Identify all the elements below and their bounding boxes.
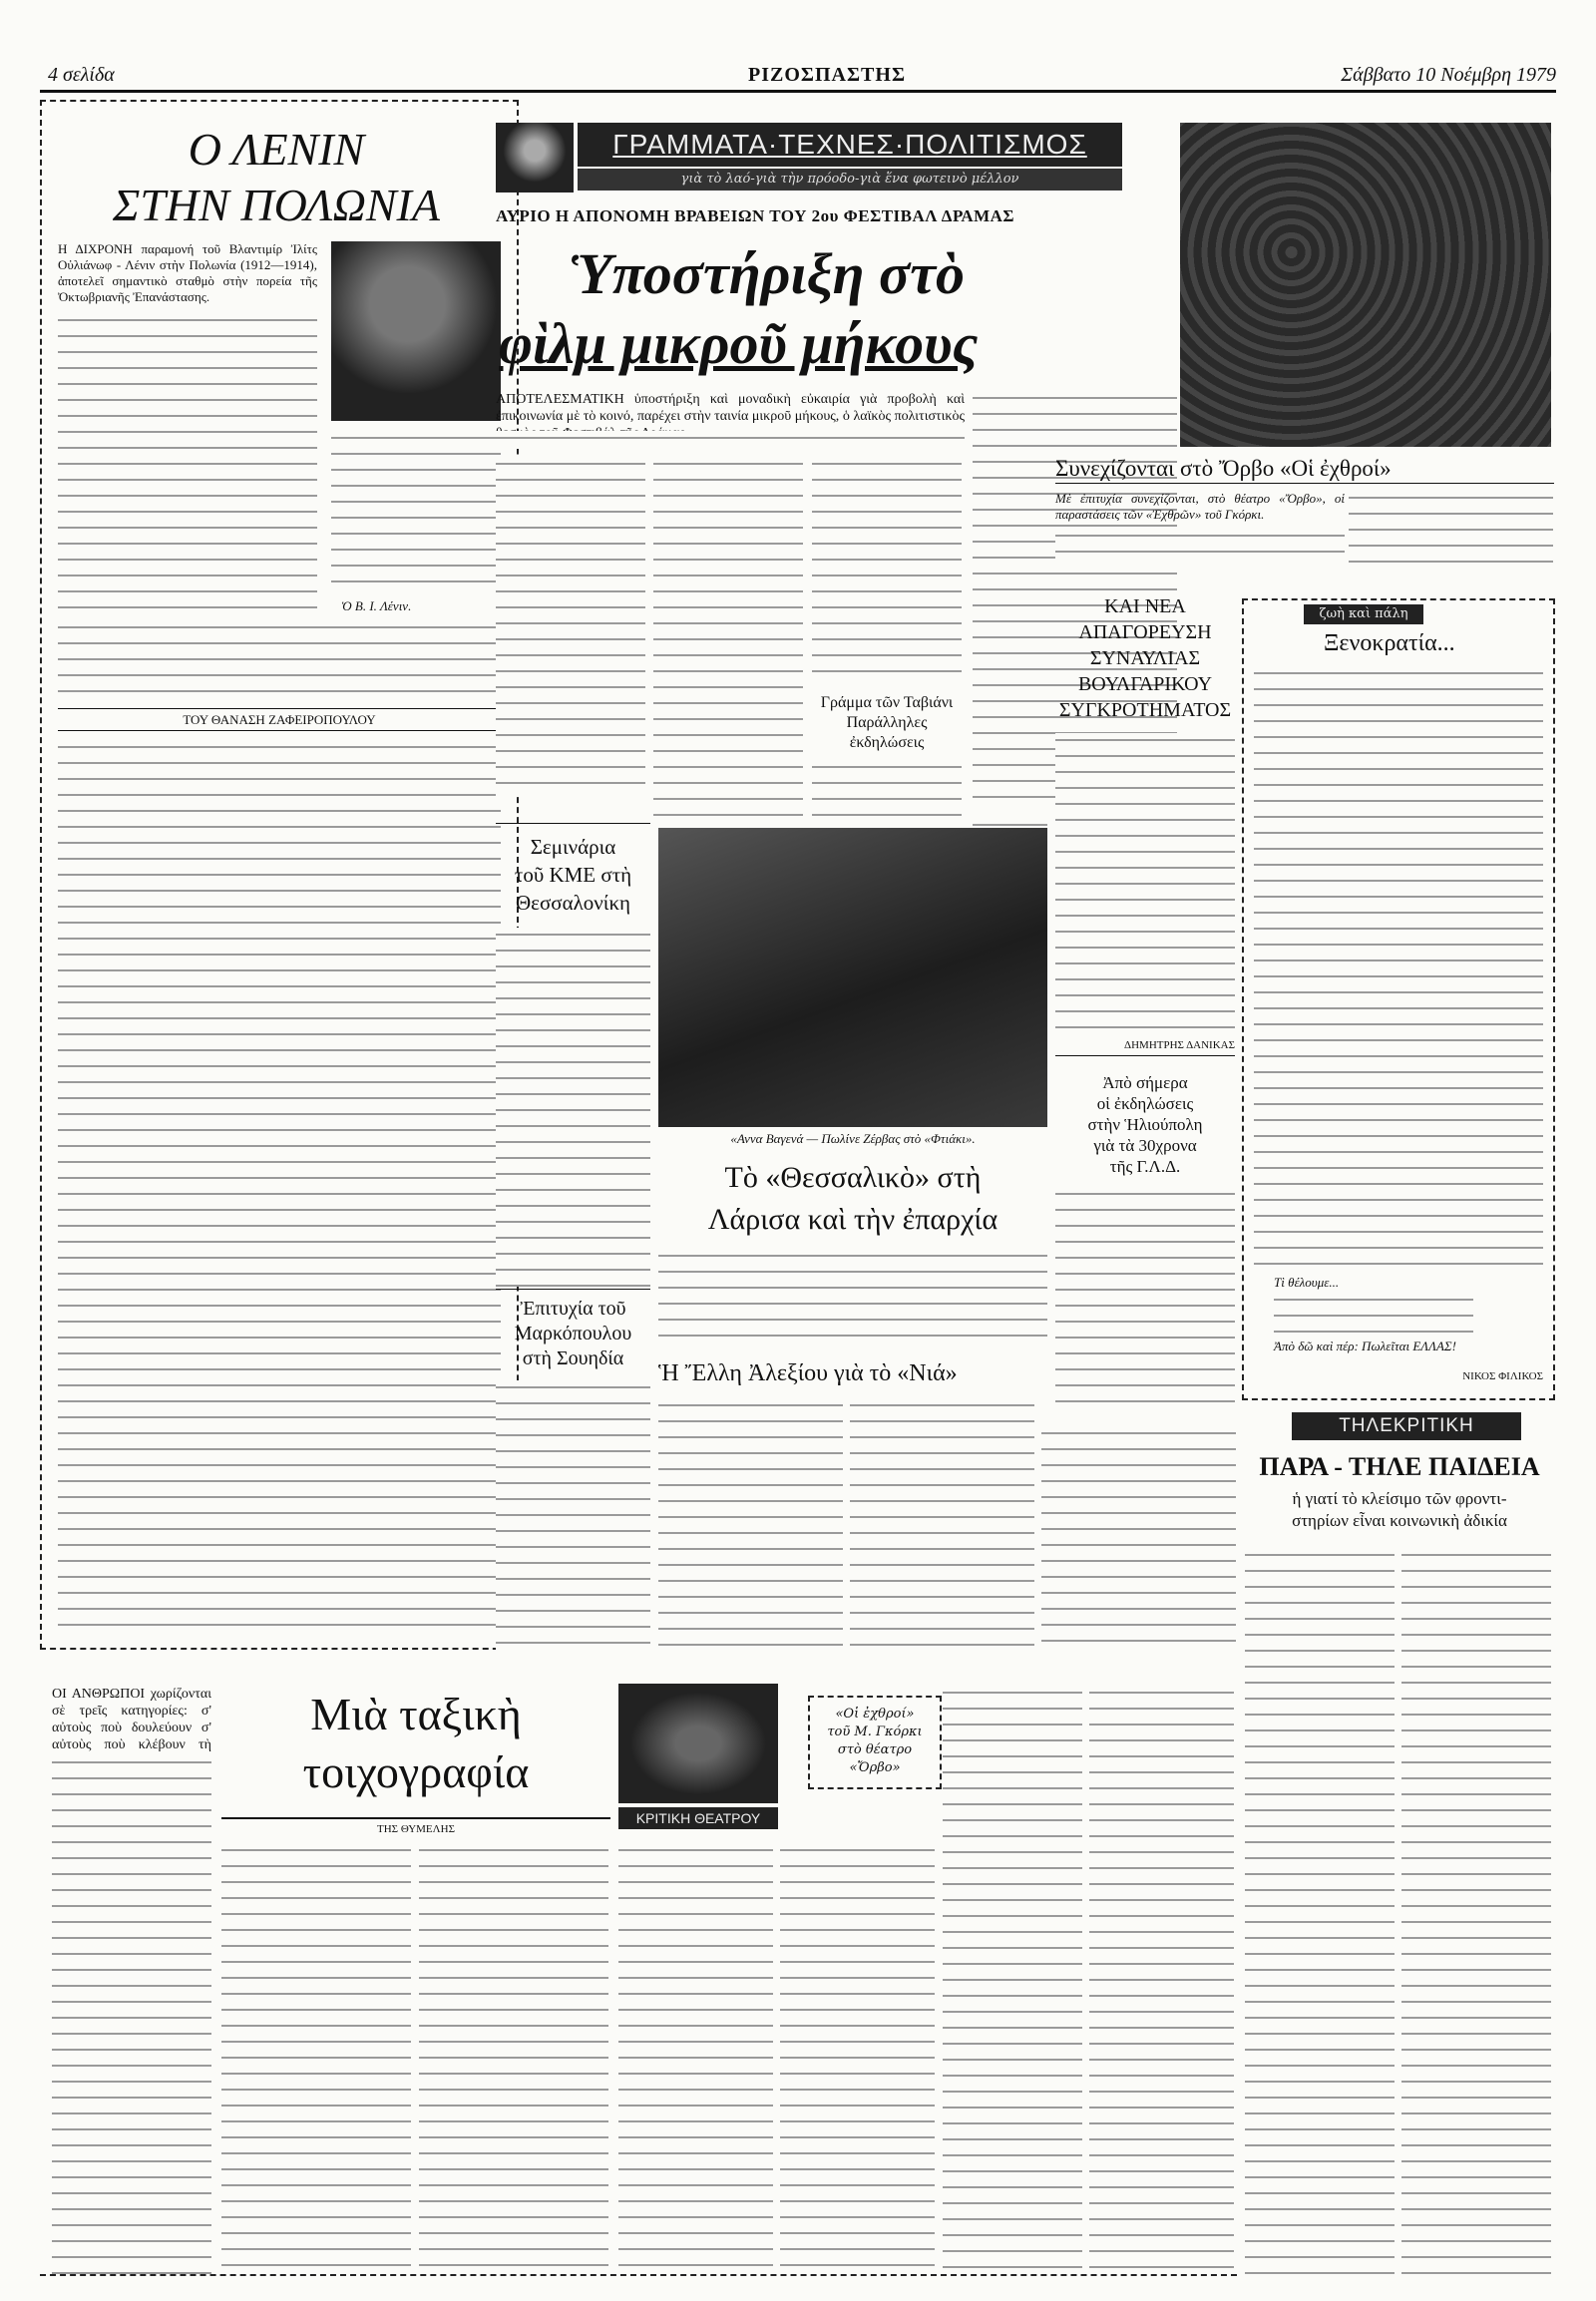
page-number: 4 σελίδα (48, 64, 115, 86)
tilekritiki-label: ΤΗΛΕΚΡΙΤΙΚΗ (1292, 1412, 1521, 1440)
exthroi-title: Συνεχίζονται στὸ Ὄρβο «Οἱ ἐχθροί» (1055, 455, 1554, 484)
lenin-article (40, 100, 519, 1650)
lenin-byline: ΤΟΥ ΘΑΝΑΣΗ ΖΑΦΕΙΡΟΠΟΥΛΟΥ (183, 712, 376, 727)
issue-date: Σάββατο 10 Νοέμβρη 1979 (1341, 64, 1556, 86)
kritiki-box: «Οἱ ἐχθροί» τοῦ Μ. Γκόρκι στὸ θέατρο «Ὄρβο» (808, 1696, 942, 1789)
section-banner (496, 123, 1122, 192)
zoi-closing-1: Τὶ θέλουμε... (1274, 1275, 1340, 1290)
banner-emblem (496, 123, 574, 192)
vouliagmeni-title: ΚΑΙ ΝΕΑ ΑΠΑΓΟΡΕΥΣΗ ΣΥΝΑΥΛΙΑΣ ΒΟΥΛΓΑΡΙΚΟΥ ΣΥΓΚΡΟΤΗΜΑΤΟΣ (1058, 595, 1232, 721)
lenin-photo-caption: Ὁ Β. Ι. Λένιν. (341, 598, 412, 613)
zoi-title: Ξενοκρατία... (1324, 630, 1455, 656)
tilekritiki-title: ΠΑΡΑ - ΤΗΛΕ ΠΑΙΔΕΙΑ (1259, 1452, 1540, 1481)
banner-tagline: γιὰ τὸ λαό-γιὰ τὴν πρόοδο-γιὰ ἕνα φωτεινὸ μέλλον (578, 169, 1122, 191)
vouliagmeni-byline: ΔΗΜΗΤΡΗΣ ΔΑΝΙΚΑΣ (1124, 1039, 1235, 1051)
kritiki-label: ΚΡΙΤΙΚΗ ΘΕΑΤΡΟΥ (618, 1807, 778, 1829)
festival-kicker: ΑΥΡΙΟ Η ΑΠΟΝΟΜΗ ΒΡΑΒΕΙΩΝ ΤΟΥ 2ου ΦΕΣΤΙΒΑΛ ΔΡΑΜΑΣ (496, 206, 1015, 225)
page-header (40, 60, 1556, 93)
zoi-closing-2: Ἀπὸ δῶ καὶ πέρ: Πωλεῖται ΕΛΛΑΣ! (1274, 1339, 1456, 1353)
ilioupoli-title: Ἀπὸ σήμερα οἱ ἐκδηλώσεις στὴν Ἡλιούπολη γιὰ τὰ 30χρονα τῆς Γ.Λ.Δ. (1087, 1073, 1203, 1176)
newspaper-name: ΡΙΖΟΣΠΑΣΤΗΣ (748, 64, 907, 86)
festival-lead: ΑΠΟΤΕΛΕΣΜΑΤΙΚΗ ὑποστήριξη καὶ μοναδικὴ εὐκαιρία γιὰ προβολὴ καὶ ἐπικοινωνία μὲ τὸ κοινό, παρέχει στὴν ταινία μικροῦ μήκους, ὁ λαϊκὸς πολιτιστικὸς (496, 392, 965, 424)
lenin-photo (331, 241, 501, 421)
lenin-lead: Η ΔΙΧΡΟΝΗ παραμονή τοῦ Βλαντιμίρ Ἰλίτς Οὐλιάνωφ - Λένιν στὴν Πολωνία (1912—1914), ἀποτελεῖ σημαντικὸ σταθμὸ στὴν πορεία τῆς Ὀκτωβριανῆς Ἐπανάστασης. (58, 241, 317, 304)
lenin-title: Ο ΛΕΝΙΝ ΣΤΗΝ ΠΟΛΩΝΙΑ (113, 124, 440, 230)
thessaliko-title: Τὸ «Θεσσαλικὸ» στὴ Λάρισα καὶ τὴν ἐπαρχία (707, 1161, 998, 1236)
taxiki-intro: ΟΙ ΑΝΘΡΩΠΟΙ χωρίζονται σὲ τρεῖς κατηγορίες: σ' αὐτοὺς ποὺ δουλεύουν σ' αὐτοὺς ποὺ κλέβουν τὴ (52, 1687, 211, 1752)
theatre-group-photo (1180, 123, 1551, 447)
tabiani-title: Γράμμα τῶν Ταβιάνι Παράλληλες ἐκδηλώσεις (820, 694, 954, 751)
exthroi-lead: Μὲ ἐπιτυχία συνεχίζονται, στὸ θέατρο «Ὄρβο», οἱ παραστάσεις τῶν «Ἐχθρῶν» τοῦ Γκόρκι. (1055, 491, 1345, 522)
thessaliko-photo (658, 828, 1047, 1127)
elli-title: Ἡ Ἔλλη Ἀλεξίου γιὰ τὸ «Νιά» (658, 1360, 958, 1386)
zoi-article (1242, 598, 1555, 1400)
taxiki-byline: ΤΗΣ ΘΥΜΕΛΗΣ (377, 1823, 455, 1835)
seminaria-title: Σεμινάρια τοῦ ΚΜΕ στὴ Θεσσαλονίκη (514, 835, 632, 915)
tilekritiki-subtitle: ἡ γιατί τὸ κλείσιμο τῶν φροντι- στηρίων εἶναι κοινωνικὴ ἀδικία (1292, 1489, 1507, 1530)
kritiki-emblem (618, 1684, 778, 1803)
zoi-byline: ΝΙΚΟΣ ΦΙΛΙΚΟΣ (1462, 1370, 1543, 1382)
banner-title: ΓΡΑΜΜΑΤΑ·ΤΕΧΝΕΣ·ΠΟΛΙΤΙΣΜΟΣ (578, 123, 1122, 167)
festival-headline: Ὑποστήριξη στὸ φὶλμ μικροῦ μήκους (499, 241, 979, 376)
epityxia-title: Ἐπιτυχία τοῦ Μαρκόπουλου στὴ Σουηδία (514, 1298, 632, 1369)
taxiki-title: Μιὰ ταξικὴ τοιχογραφία (302, 1689, 530, 1797)
zoi-label: ζωὴ καὶ πάλη (1304, 604, 1423, 624)
thessaliko-caption: «Αννα Βαγενά — Πωλίνε Ζέρβας στὸ «Φτιάκι». (730, 1131, 976, 1146)
